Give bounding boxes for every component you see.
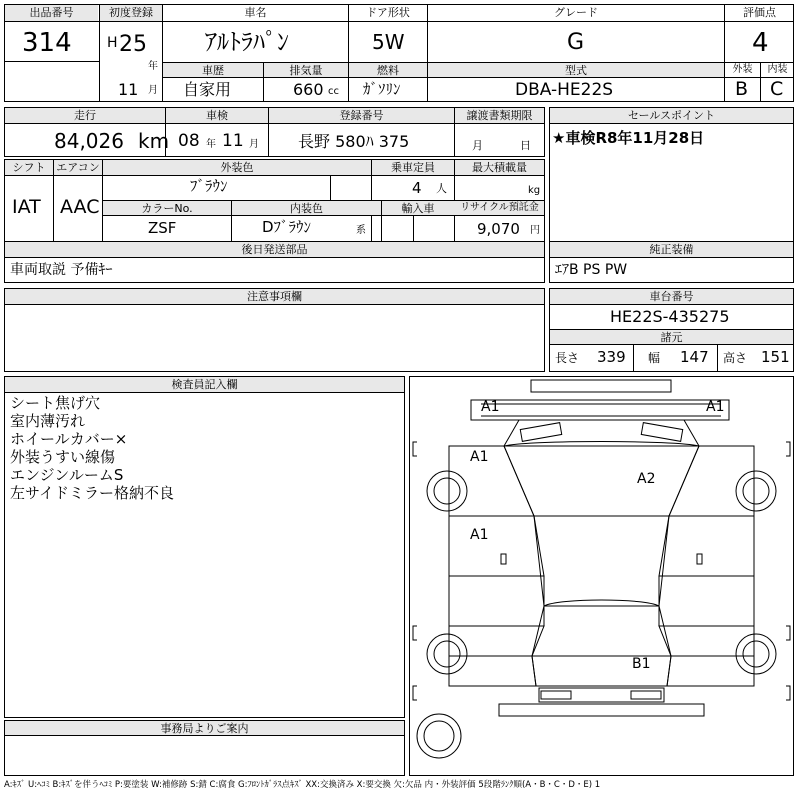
score: 4 <box>752 28 769 58</box>
chassis-number: HE22S-435275 <box>610 307 730 326</box>
later-parts: 車両取説 予備ｷｰ <box>10 262 113 278</box>
exterior-grade: B <box>735 78 749 100</box>
ext-color: ﾌﾞﾗｳﾝ <box>190 177 228 195</box>
door-type: 5W <box>372 30 405 54</box>
sales-point-text: ★車検R8年11月28日 <box>552 129 705 147</box>
maxload-unit: kg <box>528 185 541 196</box>
inspection-year: 08 <box>178 131 200 151</box>
inspector-note: エンジンルームS <box>10 466 124 484</box>
inspector-note: 左サイドミラー格納不良 <box>10 484 174 502</box>
width: 147 <box>680 348 709 366</box>
color-no-label: カラーNo. <box>141 202 193 215</box>
first-reg-label: 初度登録 <box>109 6 153 19</box>
history: 自家用 <box>183 80 232 99</box>
ac-label: エアコン <box>56 161 100 174</box>
mileage-label: 走行 <box>74 109 96 122</box>
damage-mark: A1 <box>706 399 725 415</box>
lot-number: 314 <box>22 28 72 58</box>
mileage: 84,026 <box>54 129 124 153</box>
shift-label: シフト <box>12 161 46 174</box>
plate-label: 登録番号 <box>339 109 384 122</box>
office-label: 事務局よりご案内 <box>160 722 249 735</box>
model-label: 型式 <box>565 64 587 77</box>
inspector-note: 室内薄汚れ <box>10 412 86 430</box>
inspection-label: 車検 <box>206 109 228 122</box>
air-conditioner: AAC <box>60 196 100 218</box>
damage-mark: A1 <box>470 449 489 465</box>
reg-year: 25 <box>119 32 147 57</box>
inspection-year-unit: 年 <box>206 139 216 150</box>
month-unit: 月 <box>148 85 158 96</box>
capacity: 4 <box>412 179 422 197</box>
year-unit: 年 <box>148 61 158 72</box>
grade-label: グレード <box>554 6 598 19</box>
fuel: ｶﾞｿﾘﾝ <box>363 80 401 98</box>
length: 339 <box>597 348 626 366</box>
displacement: 660 <box>293 80 324 99</box>
car-diagram-drawing <box>409 376 794 776</box>
model-code: DBA-HE22S <box>515 80 614 100</box>
chassis-label: 車台番号 <box>649 290 694 303</box>
fuel-label: 燃料 <box>377 64 399 77</box>
int-color: Dﾌﾞﾗｳﾝ <box>262 218 312 236</box>
legend: A:ｷｽﾞ U:ﾍｺﾐ B:ｷｽﾞを伴うﾍｺﾐ P:要塗装 W:補修跡 S:錆 C:腐食 G:ﾌﾛﾝﾄｶﾞﾗｽ点ｷｽﾞ XX:交換済み X:要交換 欠:欠品 内・外装評価 5段階ﾗﾝｸ順(A・B・C・D・E) 1 <box>4 780 601 790</box>
inspection-month: 11 <box>222 131 244 151</box>
shift: IAT <box>12 196 41 218</box>
transfer-month: 月 <box>472 139 483 152</box>
era: H <box>107 35 118 51</box>
damage-mark: A2 <box>637 471 656 487</box>
transfer-label: 譲渡書類期限 <box>466 109 533 122</box>
car-name: ｱﾙﾄﾗﾊﾟﾝ <box>205 28 289 56</box>
displacement-label: 排気量 <box>289 64 323 77</box>
door-label: ドア形状 <box>366 6 410 19</box>
inspector-note: ホイールカバー× <box>10 430 128 448</box>
mileage-unit: km <box>138 129 170 153</box>
capacity-unit: 人 <box>436 182 447 195</box>
sales-point-label: セールスポイント <box>627 109 715 122</box>
recycle-unit: 円 <box>530 225 540 236</box>
maxload-label: 最大積載量 <box>472 161 527 174</box>
int-color-unit: 系 <box>356 225 366 236</box>
inspector-note: シート焦げ穴 <box>10 394 101 412</box>
grade: G <box>567 30 585 55</box>
dims-label: 諸元 <box>660 331 683 344</box>
height: 151 <box>761 348 790 366</box>
capacity-label: 乗車定員 <box>391 161 435 174</box>
height-label: 高さ <box>723 351 748 365</box>
reg-month: 11 <box>118 80 139 99</box>
import-label: 輸入車 <box>401 202 435 215</box>
exterior-label: 外装 <box>732 64 753 75</box>
ext-color-label: 外装色 <box>220 161 254 174</box>
plate-number: 長野 580ﾊ 375 <box>298 132 410 151</box>
lot-no-label: 出品番号 <box>29 6 74 19</box>
damage-mark: B1 <box>632 656 651 672</box>
equipment: ｴｱB PS PW <box>555 262 628 278</box>
inspector-label: 検査員記入欄 <box>171 378 238 391</box>
notes-label: 注意事項欄 <box>247 290 302 303</box>
length-label: 長さ <box>555 351 580 365</box>
later-parts-label: 後日発送部品 <box>241 243 308 256</box>
recycle-fee: 9,070 <box>477 220 520 238</box>
int-color-label: 内装色 <box>290 202 323 215</box>
history-label: 車歴 <box>202 64 224 77</box>
damage-mark: A1 <box>470 527 489 543</box>
color-no: ZSF <box>148 219 177 237</box>
inspection-month-unit: 月 <box>249 139 259 150</box>
inspector-note: 外装うすい線傷 <box>10 448 116 466</box>
interior-grade: C <box>770 78 784 100</box>
equipment-label: 純正装備 <box>649 243 694 256</box>
damage-mark: A1 <box>481 399 500 415</box>
displacement-unit: cc <box>328 86 339 97</box>
recycle-label: リサイクル預託金 <box>460 202 539 213</box>
score-label: 評価点 <box>743 6 776 19</box>
transfer-day: 日 <box>520 139 531 152</box>
width-label: 幅 <box>648 351 661 365</box>
interior-label: 内装 <box>767 64 788 75</box>
car-name-label: 車名 <box>244 6 267 19</box>
